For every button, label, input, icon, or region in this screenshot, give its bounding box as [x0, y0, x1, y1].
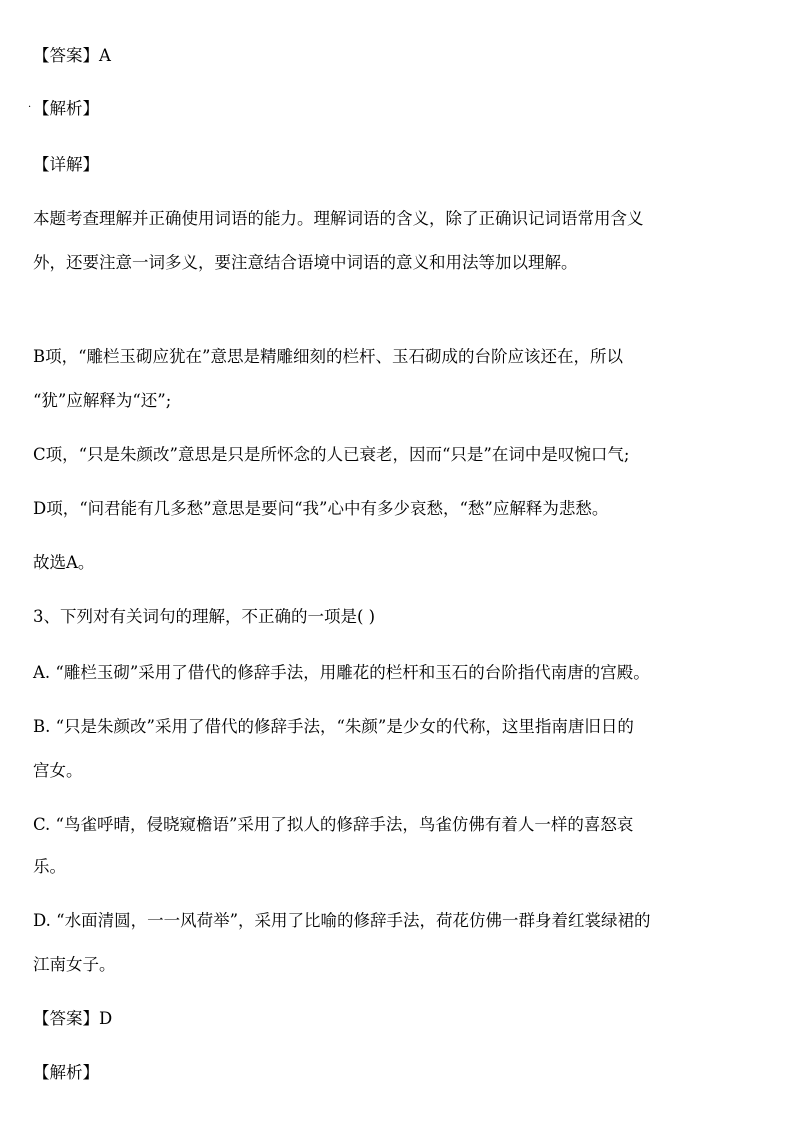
- bullet-mark: ·: [28, 102, 32, 113]
- option-b-explanation-line-1: B项，“雕栏玉砌应犹在”意思是精雕细刻的栏杆、玉石砌成的台阶应该还在，所以: [33, 347, 623, 366]
- question-3-option-d-line-1: D. “水面清圆，一一风荷举”，采用了比喻的修辞手法，荷花仿佛一群身着红裳绿裙的: [33, 911, 651, 930]
- question-3-option-c-line-2: 乐。: [33, 857, 66, 876]
- question-3-option-d-line-2: 江南女子。: [33, 955, 116, 974]
- option-d-explanation: D项，“问君能有几多愁”意思是要问“我”心中有多少哀愁，“愁”应解释为悲愁。: [33, 499, 609, 518]
- question-3-option-b-line-2: 宫女。: [33, 761, 83, 780]
- answer-label-2: 【答案】D: [33, 1009, 113, 1028]
- question-3-option-c-line-1: C. “鸟雀呼晴，侵晓窥檐语”采用了拟人的修辞手法，鸟雀仿佛有着人一样的喜怒哀: [33, 815, 634, 834]
- question-3-option-b-line-1: B. “只是朱颜改”采用了借代的修辞手法，“朱颜”是少女的代称，这里指南唐旧日的: [33, 717, 634, 736]
- conclusion: 故选A。: [33, 553, 95, 572]
- answer-label: 【答案】A: [33, 46, 111, 65]
- analysis-label-2: 【解析】: [33, 1063, 99, 1082]
- option-b-explanation-line-2: “犹”应解释为“还”;: [33, 391, 172, 410]
- option-c-explanation: C项，“只是朱颜改”意思是只是所怀念的人已衰老，因而“只是”在词中是叹惋口气;: [33, 445, 630, 464]
- detail-label: 【详解】: [33, 155, 99, 174]
- question-3-option-a: A. “雕栏玉砌”采用了借代的修辞手法，用雕花的栏杆和玉石的台阶指代南唐的宫殿。: [33, 663, 650, 682]
- detail-text-line-2: 外，还要注意一词多义，要注意结合语境中词语的意义和用法等加以理解。: [33, 253, 578, 272]
- detail-text-line-1: 本题考查理解并正确使用词语的能力。理解词语的含义，除了正确识记词语常用含义: [33, 209, 644, 228]
- question-3: 3、下列对有关词句的理解，不正确的一项是( ): [33, 607, 376, 626]
- analysis-label: 【解析】: [33, 99, 99, 118]
